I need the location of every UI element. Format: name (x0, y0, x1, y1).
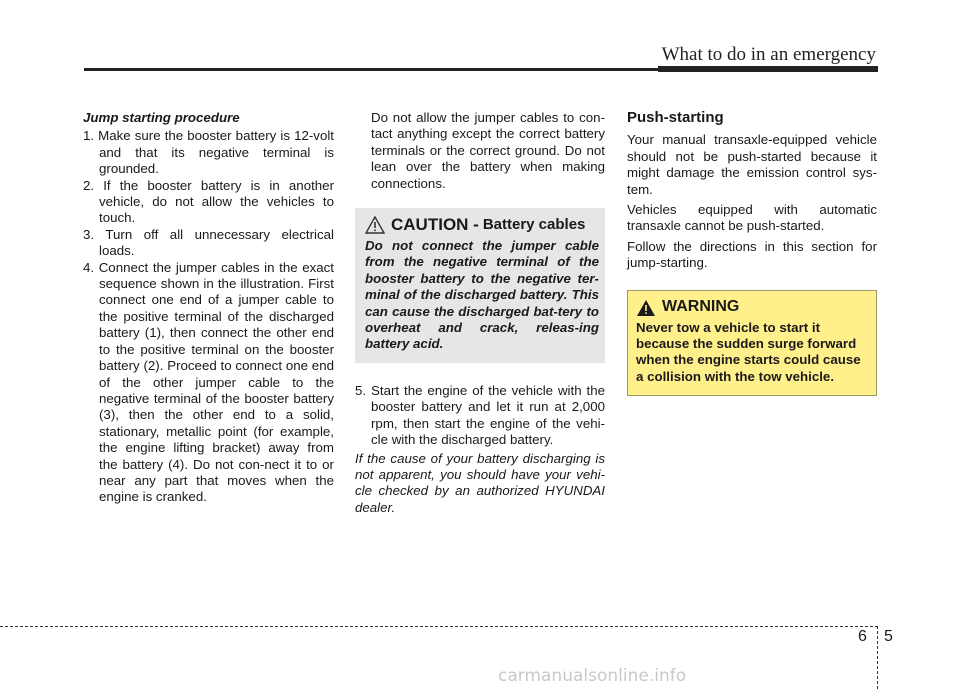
step-continuation: Do not allow the jumper cables to con-tact anything except the correct battery terminals or the correct ground. Do not lean over the battery when making connections. (371, 110, 605, 191)
paragraph: Follow the directions in this section for jump-starting. (627, 238, 877, 271)
list-item: 3. Turn off all unnecessary electrical loads. (83, 226, 334, 259)
warning-label: WARNING (662, 298, 740, 316)
column-right (627, 110, 877, 396)
column-middle (355, 110, 605, 516)
procedure-steps-continued (355, 383, 605, 449)
column-left (83, 110, 334, 506)
section-subheading: Jump starting procedure (83, 110, 240, 125)
caution-header (365, 216, 599, 234)
page-number: 5 (884, 628, 893, 645)
procedure-steps (83, 128, 334, 505)
section-heading: Push-starting (627, 109, 724, 126)
header-rule-accent (658, 66, 878, 72)
caution-box (355, 208, 605, 363)
caution-sublabel: Battery cables (482, 215, 586, 233)
page-number-separator (877, 626, 878, 689)
list-item: 4. Connect the jumper cables in the exact sequence shown in the illustration. First connect one end of a jumper cable to the positive terminal of the discharged battery (1), then connect the other end to the positive terminal on the booster battery (2). Proceed to connect one end of the other jumper cable to the negative terminal of the booster battery (3), then the other end to a solid, stationary, metallic point (for example, the engine lifting bracket) away from the battery (4). Do not con-nect it to or near any part that moves when the engine is cranked. (83, 259, 334, 505)
warning-header (636, 299, 868, 317)
caution-label: CAUTION - (391, 214, 479, 234)
warning-text: Never tow a vehicle to start it because the sudden surge forward when the engine starts could cause a collision with the tow vehicle. (636, 319, 861, 384)
warning-triangle-icon (636, 299, 656, 317)
list-item: 1. Make sure the booster battery is 12-volt and that its negative terminal is grounded. (83, 128, 334, 177)
list-item: 5. Start the engine of the vehicle with the booster battery and let it run at 2,000 rpm, then start the engine of the vehi-cle with the discharged battery. (355, 382, 605, 448)
chapter-number: 6 (858, 628, 867, 645)
watermark: carmanualsonline.info (498, 666, 687, 686)
paragraph: Vehicles equipped with automatic transaxle cannot be push-started. (627, 202, 877, 234)
dealer-note: If the cause of your battery discharging is not apparent, you should have your vehi-cle checked by an authorized HYUNDAI dealer. (355, 450, 605, 515)
header-title: What to do in an emergency (661, 44, 876, 65)
warning-box (627, 290, 877, 397)
paragraph: Your manual transaxle-equipped vehicle should not be push-started because it might damage the emission control sys-tem. (627, 132, 877, 197)
footer-rule (0, 626, 878, 627)
list-item: 2. If the booster battery is in another vehicle, do not allow the vehicles to touch. (83, 177, 334, 226)
caution-text: Do not connect the jumper cable from the negative terminal of the booster battery to the negative ter-minal of the discharged battery. This can cause the discharged bat-tery to overheat and crack, releas-ing battery acid. (365, 238, 599, 352)
caution-triangle-icon (365, 216, 385, 234)
